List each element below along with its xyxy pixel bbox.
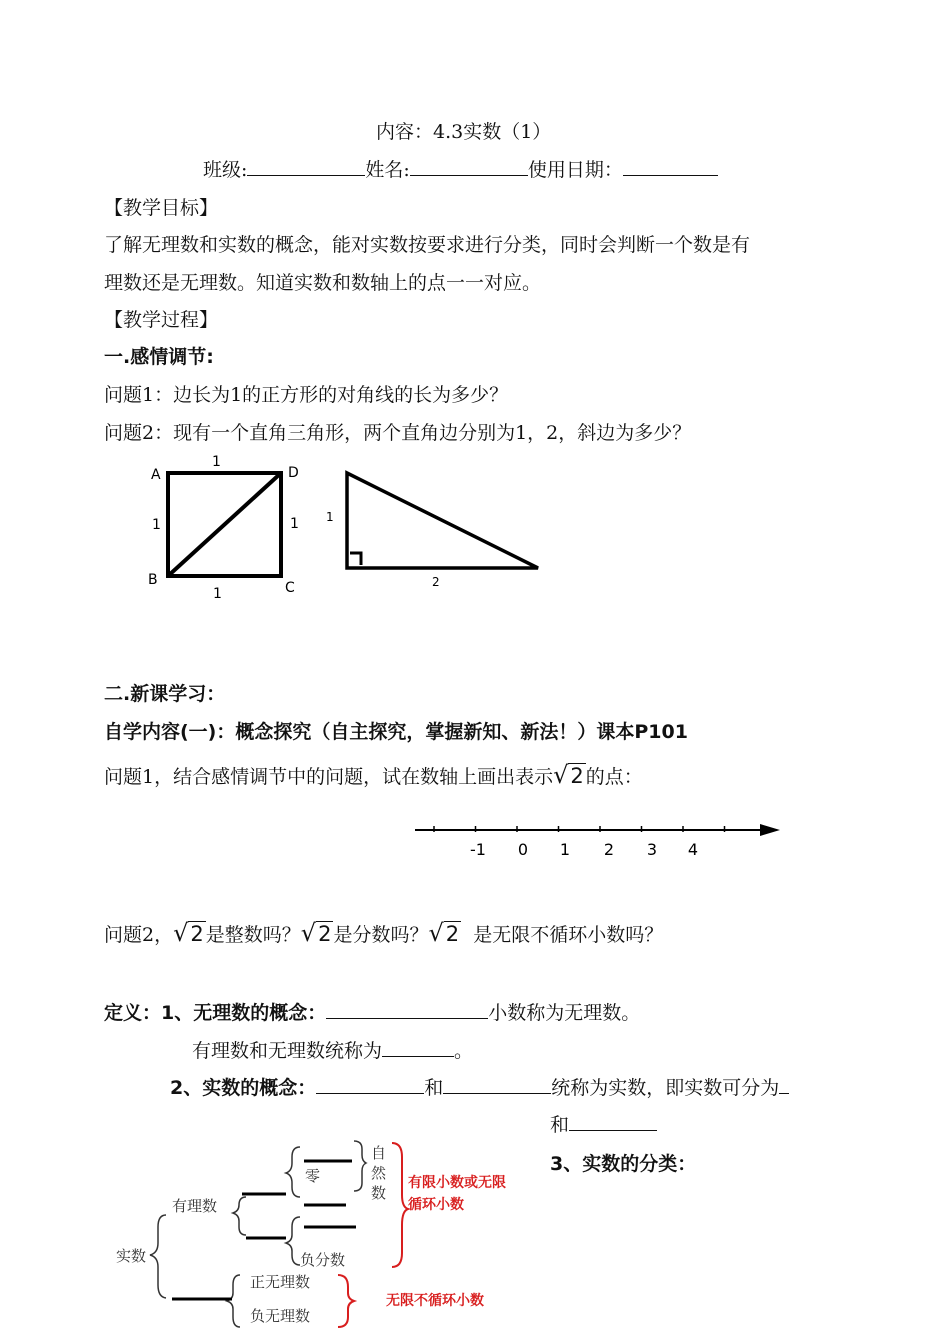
triangle-outline <box>347 473 538 568</box>
definition-2-and: 和 <box>424 1077 444 1099</box>
section-2-heading: 二.新课学习： <box>104 683 226 705</box>
self-study-line: 自学内容(一)：概念探究（自主探究，掌握新知、新法！）课本P101 <box>104 721 688 743</box>
vertex-a-label: A <box>151 467 161 483</box>
square-diagonal <box>168 473 281 576</box>
positive-irrational-label: 正无理数 <box>250 1273 311 1291</box>
negative-fraction-label: 负分数 <box>300 1251 346 1269</box>
q2-part-1: 是整数吗？ <box>205 924 301 946</box>
definition-1-line2-suffix: 。 <box>454 1040 474 1062</box>
definition-2-title: 2、实数的概念： <box>170 1077 317 1099</box>
question-1: 问题1：边长为1的正方形的对角线的长为多少？ <box>104 384 509 406</box>
definition-2-blank-1[interactable] <box>316 1075 424 1094</box>
natural-brace-icon <box>354 1141 366 1191</box>
real-number-label: 实数 <box>116 1247 147 1265</box>
section2-question-1 <box>104 762 643 790</box>
axis-arrow <box>760 824 780 836</box>
natural-char-1: 自 <box>371 1144 387 1162</box>
definition-2-blank-4[interactable] <box>569 1112 657 1131</box>
q1-prefix: 问题1，结合感情调节中的问题，试在数轴上画出表示 <box>104 766 554 788</box>
radicand: 2 <box>570 764 584 788</box>
finite-decimal-label-2: 循环小数 <box>408 1197 464 1213</box>
upper-brace-icon <box>286 1147 300 1197</box>
vertex-c-label: C <box>285 580 295 596</box>
tick-label: 1 <box>559 840 571 859</box>
right-angle-mark <box>350 553 361 565</box>
side-bottom-label: 1 <box>213 586 222 602</box>
goals-line-1: 了解无理数和实数的概念，能对实数按要求进行分类，同时会判断一个数是有 <box>104 234 751 256</box>
natural-char-3: 数 <box>371 1184 387 1202</box>
classification-diagram <box>100 1135 540 1340</box>
section-1-heading: 一.感情调节: <box>104 346 214 368</box>
tick-label: 4 <box>687 840 699 859</box>
goals-heading: 【教学目标】 <box>104 197 219 219</box>
definition-1-line2-prefix: 有理数和无理数统称为 <box>192 1040 383 1062</box>
leg-horizontal-label: 2 <box>432 575 440 589</box>
name-blank[interactable] <box>410 157 528 176</box>
triangle-figure <box>320 465 550 595</box>
page-title: 内容：4.3实数（1） <box>376 121 552 143</box>
definition-label: 定义： <box>104 1002 162 1024</box>
definition-1-blank[interactable] <box>326 1000 488 1019</box>
definition-1-suffix: 小数称为无理数。 <box>488 1002 641 1024</box>
process-heading: 【教学过程】 <box>104 309 219 331</box>
question-2: 问题2：现有一个直角三角形，两个直角边分别为1，2，斜边为多少？ <box>104 422 692 444</box>
date-label: 使用日期： <box>527 159 623 181</box>
real-number-blank[interactable] <box>382 1038 454 1057</box>
side-left-label: 1 <box>152 517 161 533</box>
vertex-b-label: B <box>148 572 158 588</box>
square-figure <box>140 450 320 605</box>
info-line <box>203 157 718 183</box>
irrational-red-brace-icon <box>338 1275 354 1327</box>
definition-2-suffix: 统称为实数，即实数可分为 <box>551 1077 780 1099</box>
sqrt-2-symbol: √2 <box>173 919 204 947</box>
sqrt-2-symbol: √2 <box>553 761 584 789</box>
definition-1 <box>104 1000 640 1026</box>
class-blank[interactable] <box>247 157 365 176</box>
finite-brace-icon <box>392 1143 408 1267</box>
definition-2-line2-and: 和 <box>550 1114 570 1136</box>
name-label: 姓名: <box>365 159 410 181</box>
q1-suffix: 的点： <box>585 766 643 788</box>
section2-question-2 <box>104 920 663 948</box>
rational-brace-icon <box>233 1197 246 1235</box>
infinite-non-repeating-label: 无限不循环小数 <box>386 1293 484 1309</box>
sqrt-2-symbol: √2 <box>300 919 332 947</box>
negative-irrational-label: 负无理数 <box>250 1307 311 1325</box>
definition-1-line-2 <box>192 1038 473 1064</box>
definition-2-line-2 <box>550 1112 657 1138</box>
rational-number-label: 有理数 <box>172 1197 218 1215</box>
zero-label: 零 <box>305 1167 321 1185</box>
natural-char-2: 然 <box>371 1164 387 1182</box>
tick-label: 0 <box>517 840 529 859</box>
side-right-label: 1 <box>290 516 299 532</box>
definition-2-blank-3[interactable] <box>779 1075 789 1094</box>
q2-part-2: 是分数吗？ <box>333 924 429 946</box>
tick-label: 3 <box>646 840 658 859</box>
leg-vertical-label: 1 <box>326 510 334 524</box>
tick-label: -1 <box>470 840 486 859</box>
date-blank[interactable] <box>623 157 718 176</box>
real-brace-icon <box>150 1215 166 1298</box>
definition-3-title: 3、实数的分类： <box>550 1153 697 1175</box>
lower-brace-icon <box>286 1217 300 1265</box>
definition-2-blank-2[interactable] <box>443 1075 551 1094</box>
class-label: 班级: <box>203 159 248 181</box>
goals-line-2: 理数还是无理数。知道实数和数轴上的点一一对应。 <box>104 272 542 294</box>
tick-label: 2 <box>603 840 615 859</box>
sqrt-2-symbol: √2 <box>428 919 460 947</box>
definition-2 <box>170 1075 789 1101</box>
definition-1-title: 1、无理数的概念： <box>161 1002 327 1024</box>
number-line <box>410 812 790 862</box>
q2-part-3: 是无限不循环小数吗？ <box>473 924 664 946</box>
irrational-brace-icon <box>227 1275 240 1327</box>
finite-decimal-label-1: 有限小数或无限 <box>408 1175 506 1191</box>
tick-labels <box>470 840 698 859</box>
q2-prefix: 问题2， <box>104 924 174 946</box>
side-top-label: 1 <box>212 454 221 470</box>
vertex-d-label: D <box>288 465 299 481</box>
